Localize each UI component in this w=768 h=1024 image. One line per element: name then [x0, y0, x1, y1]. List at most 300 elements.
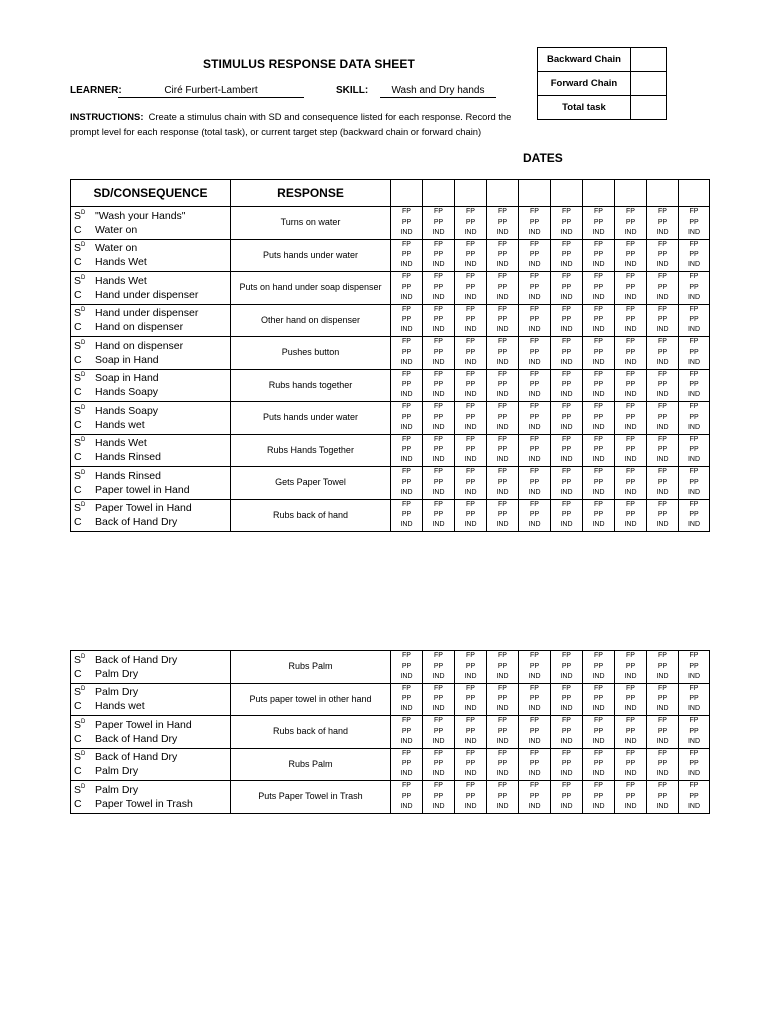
- prompt-level-cell[interactable]: [647, 683, 679, 716]
- prompt-level-option[interactable]: IND: [528, 737, 541, 745]
- prompt-level-option[interactable]: FP: [594, 273, 603, 281]
- prompt-level-option[interactable]: IND: [656, 705, 669, 713]
- prompt-level-cell[interactable]: [583, 434, 615, 467]
- prompt-level-option[interactable]: PP: [497, 251, 508, 259]
- prompt-level-option[interactable]: PP: [561, 511, 572, 519]
- prompt-level-option[interactable]: PP: [561, 348, 572, 356]
- prompt-level-option[interactable]: PP: [497, 283, 508, 291]
- prompt-level-option[interactable]: FP: [626, 717, 635, 725]
- prompt-level-option[interactable]: PP: [593, 348, 604, 356]
- prompt-level-option[interactable]: FP: [658, 468, 667, 476]
- prompt-level-option[interactable]: PP: [593, 251, 604, 259]
- prompt-level-cell[interactable]: [519, 239, 551, 272]
- prompt-level-option[interactable]: FP: [626, 684, 635, 692]
- prompt-level-option[interactable]: PP: [465, 316, 476, 324]
- prompt-level-option[interactable]: FP: [530, 717, 539, 725]
- prompt-level-cell[interactable]: [647, 272, 679, 305]
- prompt-level-option[interactable]: PP: [657, 792, 668, 800]
- prompt-level-option[interactable]: FP: [562, 468, 571, 476]
- prompt-level-option[interactable]: IND: [560, 488, 573, 496]
- prompt-level-cell[interactable]: [583, 467, 615, 500]
- prompt-level-option[interactable]: IND: [560, 705, 573, 713]
- prompt-level-cell[interactable]: [615, 716, 647, 749]
- prompt-level-option[interactable]: IND: [496, 456, 509, 464]
- prompt-level-option[interactable]: PP: [689, 760, 699, 768]
- prompt-level-cell[interactable]: [551, 369, 583, 402]
- date-cell[interactable]: [647, 180, 679, 207]
- prompt-level-option[interactable]: PP: [689, 446, 699, 454]
- prompt-level-option[interactable]: FP: [626, 749, 635, 757]
- prompt-level-option[interactable]: FP: [434, 240, 443, 248]
- prompt-level-option[interactable]: PP: [497, 413, 508, 421]
- prompt-level-option[interactable]: PP: [465, 478, 476, 486]
- prompt-level-option[interactable]: IND: [464, 391, 477, 399]
- prompt-level-cell[interactable]: [455, 434, 487, 467]
- prompt-level-option[interactable]: PP: [433, 413, 444, 421]
- prompt-level-option[interactable]: IND: [496, 228, 509, 236]
- prompt-level-option[interactable]: IND: [400, 391, 413, 399]
- prompt-level-option[interactable]: PP: [593, 446, 604, 454]
- prompt-level-option[interactable]: IND: [464, 326, 477, 334]
- prompt-level-cell[interactable]: [391, 272, 423, 305]
- prompt-level-option[interactable]: IND: [624, 802, 637, 810]
- prompt-level-option[interactable]: FP: [594, 500, 603, 508]
- prompt-level-option[interactable]: IND: [592, 358, 605, 366]
- prompt-level-option[interactable]: IND: [687, 705, 701, 713]
- prompt-level-option[interactable]: PP: [529, 413, 540, 421]
- prompt-level-cell[interactable]: [679, 716, 710, 749]
- prompt-level-option[interactable]: FP: [402, 468, 411, 476]
- prompt-level-option[interactable]: FP: [658, 652, 667, 660]
- prompt-level-option[interactable]: FP: [402, 273, 411, 281]
- prompt-level-option[interactable]: IND: [400, 737, 413, 745]
- prompt-level-option[interactable]: IND: [624, 293, 637, 301]
- prompt-level-option[interactable]: PP: [625, 662, 636, 670]
- prompt-level-option[interactable]: FP: [689, 240, 699, 248]
- prompt-level-option[interactable]: PP: [593, 760, 604, 768]
- prompt-level-option[interactable]: PP: [433, 381, 444, 389]
- prompt-level-option[interactable]: FP: [594, 468, 603, 476]
- prompt-level-option[interactable]: IND: [528, 293, 541, 301]
- prompt-level-option[interactable]: IND: [432, 261, 445, 269]
- prompt-level-option[interactable]: FP: [498, 500, 507, 508]
- prompt-level-option[interactable]: PP: [625, 348, 636, 356]
- prompt-level-option[interactable]: PP: [625, 446, 636, 454]
- prompt-level-cell[interactable]: [519, 499, 551, 532]
- prompt-level-option[interactable]: FP: [402, 403, 411, 411]
- prompt-level-option[interactable]: PP: [561, 218, 572, 226]
- prompt-level-cell[interactable]: [519, 369, 551, 402]
- prompt-level-cell[interactable]: [647, 207, 679, 240]
- prompt-level-option[interactable]: FP: [594, 338, 603, 346]
- prompt-level-option[interactable]: FP: [626, 208, 635, 216]
- prompt-level-cell[interactable]: [647, 716, 679, 749]
- prompt-level-option[interactable]: FP: [434, 782, 443, 790]
- prompt-level-option[interactable]: IND: [687, 423, 701, 431]
- prompt-level-option[interactable]: FP: [626, 240, 635, 248]
- prompt-level-cell[interactable]: [391, 683, 423, 716]
- prompt-level-option[interactable]: PP: [529, 478, 540, 486]
- prompt-level-option[interactable]: FP: [530, 652, 539, 660]
- prompt-level-cell[interactable]: [647, 467, 679, 500]
- prompt-level-cell[interactable]: [583, 683, 615, 716]
- prompt-level-option[interactable]: IND: [624, 326, 637, 334]
- prompt-level-option[interactable]: FP: [626, 305, 635, 313]
- prompt-level-cell[interactable]: [487, 748, 519, 781]
- prompt-level-option[interactable]: FP: [658, 749, 667, 757]
- prompt-level-option[interactable]: FP: [689, 782, 699, 790]
- prompt-level-option[interactable]: FP: [594, 370, 603, 378]
- prompt-level-option[interactable]: PP: [401, 348, 412, 356]
- prompt-level-option[interactable]: IND: [528, 456, 541, 464]
- prompt-level-option[interactable]: IND: [656, 326, 669, 334]
- prompt-level-option[interactable]: FP: [562, 500, 571, 508]
- prompt-level-option[interactable]: PP: [657, 727, 668, 735]
- prompt-level-option[interactable]: PP: [433, 792, 444, 800]
- prompt-level-option[interactable]: FP: [594, 240, 603, 248]
- prompt-level-option[interactable]: PP: [689, 695, 699, 703]
- prompt-level-cell[interactable]: [679, 239, 710, 272]
- prompt-level-cell[interactable]: [519, 781, 551, 814]
- prompt-level-option[interactable]: PP: [433, 695, 444, 703]
- prompt-level-cell[interactable]: [615, 499, 647, 532]
- prompt-level-option[interactable]: PP: [657, 413, 668, 421]
- prompt-level-option[interactable]: FP: [594, 717, 603, 725]
- prompt-level-cell[interactable]: [647, 304, 679, 337]
- prompt-level-option[interactable]: IND: [592, 456, 605, 464]
- prompt-level-option[interactable]: IND: [464, 358, 477, 366]
- prompt-level-option[interactable]: FP: [530, 435, 539, 443]
- prompt-level-option[interactable]: FP: [530, 749, 539, 757]
- prompt-level-option[interactable]: IND: [560, 261, 573, 269]
- prompt-level-option[interactable]: IND: [592, 423, 605, 431]
- prompt-level-option[interactable]: IND: [592, 521, 605, 529]
- prompt-level-cell[interactable]: [391, 304, 423, 337]
- prompt-level-option[interactable]: FP: [466, 717, 475, 725]
- prompt-level-cell[interactable]: [647, 651, 679, 684]
- prompt-level-option[interactable]: PP: [689, 381, 699, 389]
- prompt-level-option[interactable]: IND: [656, 672, 669, 680]
- prompt-level-cell[interactable]: [583, 239, 615, 272]
- prompt-level-option[interactable]: IND: [624, 456, 637, 464]
- prompt-level-cell[interactable]: [583, 499, 615, 532]
- prompt-level-cell[interactable]: [423, 369, 455, 402]
- prompt-level-option[interactable]: IND: [656, 423, 669, 431]
- prompt-level-option[interactable]: IND: [592, 293, 605, 301]
- prompt-level-option[interactable]: PP: [593, 413, 604, 421]
- prompt-level-option[interactable]: FP: [594, 684, 603, 692]
- prompt-level-cell[interactable]: [423, 716, 455, 749]
- prompt-level-option[interactable]: IND: [560, 391, 573, 399]
- prompt-level-cell[interactable]: [583, 369, 615, 402]
- prompt-level-cell[interactable]: [519, 434, 551, 467]
- prompt-level-option[interactable]: FP: [562, 717, 571, 725]
- prompt-level-cell[interactable]: [647, 239, 679, 272]
- prompt-level-option[interactable]: PP: [465, 760, 476, 768]
- prompt-level-cell[interactable]: [679, 207, 710, 240]
- prompt-level-option[interactable]: FP: [434, 684, 443, 692]
- prompt-level-option[interactable]: FP: [689, 403, 699, 411]
- prompt-level-option[interactable]: IND: [464, 705, 477, 713]
- prompt-level-option[interactable]: IND: [656, 521, 669, 529]
- prompt-level-option[interactable]: FP: [434, 468, 443, 476]
- prompt-level-option[interactable]: IND: [464, 228, 477, 236]
- prompt-level-option[interactable]: IND: [592, 391, 605, 399]
- prompt-level-option[interactable]: FP: [626, 338, 635, 346]
- prompt-level-option[interactable]: FP: [466, 338, 475, 346]
- prompt-level-option[interactable]: FP: [498, 684, 507, 692]
- prompt-level-option[interactable]: IND: [592, 326, 605, 334]
- prompt-level-option[interactable]: IND: [687, 521, 701, 529]
- prompt-level-option[interactable]: IND: [528, 391, 541, 399]
- prompt-level-cell[interactable]: [391, 402, 423, 435]
- prompt-level-option[interactable]: PP: [497, 348, 508, 356]
- prompt-level-option[interactable]: FP: [689, 338, 699, 346]
- prompt-level-cell[interactable]: [679, 402, 710, 435]
- prompt-level-option[interactable]: FP: [658, 240, 667, 248]
- prompt-level-option[interactable]: PP: [497, 478, 508, 486]
- prompt-level-option[interactable]: PP: [401, 695, 412, 703]
- prompt-level-option[interactable]: IND: [400, 705, 413, 713]
- prompt-level-option[interactable]: FP: [434, 370, 443, 378]
- prompt-level-cell[interactable]: [455, 369, 487, 402]
- prompt-level-cell[interactable]: [615, 748, 647, 781]
- prompt-level-option[interactable]: PP: [593, 478, 604, 486]
- prompt-level-option[interactable]: IND: [400, 488, 413, 496]
- prompt-level-option[interactable]: IND: [496, 391, 509, 399]
- prompt-level-cell[interactable]: [455, 207, 487, 240]
- prompt-level-option[interactable]: PP: [625, 695, 636, 703]
- prompt-level-option[interactable]: FP: [626, 403, 635, 411]
- prompt-level-cell[interactable]: [391, 207, 423, 240]
- prompt-level-cell[interactable]: [423, 434, 455, 467]
- prompt-level-cell[interactable]: [391, 781, 423, 814]
- prompt-level-cell[interactable]: [551, 207, 583, 240]
- prompt-level-option[interactable]: FP: [594, 652, 603, 660]
- prompt-level-option[interactable]: FP: [562, 370, 571, 378]
- prompt-level-option[interactable]: PP: [657, 348, 668, 356]
- prompt-level-option[interactable]: PP: [657, 695, 668, 703]
- prompt-level-option[interactable]: PP: [401, 251, 412, 259]
- prompt-level-cell[interactable]: [679, 467, 710, 500]
- prompt-level-option[interactable]: IND: [432, 228, 445, 236]
- prompt-level-option[interactable]: IND: [560, 737, 573, 745]
- prompt-level-cell[interactable]: [487, 337, 519, 370]
- prompt-level-option[interactable]: PP: [497, 381, 508, 389]
- prompt-level-option[interactable]: PP: [625, 283, 636, 291]
- prompt-level-option[interactable]: IND: [687, 672, 701, 680]
- prompt-level-option[interactable]: FP: [498, 240, 507, 248]
- prompt-level-cell[interactable]: [551, 402, 583, 435]
- prompt-level-option[interactable]: IND: [528, 326, 541, 334]
- prompt-level-option[interactable]: PP: [561, 662, 572, 670]
- prompt-level-cell[interactable]: [583, 748, 615, 781]
- prompt-level-option[interactable]: FP: [466, 273, 475, 281]
- date-cell[interactable]: [519, 180, 551, 207]
- prompt-level-option[interactable]: IND: [496, 293, 509, 301]
- prompt-level-option[interactable]: PP: [689, 348, 699, 356]
- prompt-level-option[interactable]: PP: [625, 792, 636, 800]
- prompt-level-option[interactable]: IND: [687, 456, 701, 464]
- prompt-level-option[interactable]: FP: [562, 403, 571, 411]
- prompt-level-option[interactable]: PP: [561, 283, 572, 291]
- prompt-level-option[interactable]: PP: [465, 511, 476, 519]
- prompt-level-option[interactable]: FP: [498, 652, 507, 660]
- prompt-level-cell[interactable]: [519, 467, 551, 500]
- prompt-level-option[interactable]: FP: [434, 208, 443, 216]
- prompt-level-cell[interactable]: [615, 272, 647, 305]
- prompt-level-option[interactable]: IND: [560, 358, 573, 366]
- prompt-level-option[interactable]: IND: [432, 488, 445, 496]
- prompt-level-option[interactable]: PP: [529, 446, 540, 454]
- prompt-level-option[interactable]: PP: [433, 251, 444, 259]
- prompt-level-cell[interactable]: [551, 781, 583, 814]
- prompt-level-option[interactable]: IND: [687, 358, 701, 366]
- prompt-level-option[interactable]: PP: [497, 316, 508, 324]
- prompt-level-option[interactable]: PP: [465, 727, 476, 735]
- prompt-level-option[interactable]: PP: [561, 316, 572, 324]
- prompt-level-option[interactable]: FP: [466, 468, 475, 476]
- prompt-level-cell[interactable]: [551, 239, 583, 272]
- prompt-level-option[interactable]: FP: [658, 782, 667, 790]
- prompt-level-option[interactable]: PP: [529, 251, 540, 259]
- prompt-level-cell[interactable]: [487, 499, 519, 532]
- prompt-level-option[interactable]: IND: [400, 521, 413, 529]
- prompt-level-cell[interactable]: [583, 781, 615, 814]
- prompt-level-option[interactable]: PP: [401, 283, 412, 291]
- prompt-level-option[interactable]: FP: [530, 305, 539, 313]
- prompt-level-cell[interactable]: [615, 239, 647, 272]
- prompt-level-option[interactable]: PP: [561, 727, 572, 735]
- prompt-level-option[interactable]: FP: [466, 749, 475, 757]
- prompt-level-option[interactable]: IND: [464, 521, 477, 529]
- prompt-level-option[interactable]: FP: [626, 500, 635, 508]
- prompt-level-option[interactable]: PP: [497, 511, 508, 519]
- prompt-level-option[interactable]: IND: [400, 228, 413, 236]
- date-cell[interactable]: [455, 180, 487, 207]
- prompt-level-cell[interactable]: [647, 369, 679, 402]
- date-cell[interactable]: [423, 180, 455, 207]
- prompt-level-option[interactable]: PP: [625, 727, 636, 735]
- prompt-level-cell[interactable]: [519, 402, 551, 435]
- prompt-level-option[interactable]: IND: [432, 423, 445, 431]
- prompt-level-option[interactable]: FP: [402, 208, 411, 216]
- prompt-level-option[interactable]: PP: [433, 446, 444, 454]
- prompt-level-option[interactable]: IND: [432, 391, 445, 399]
- prompt-level-option[interactable]: FP: [466, 782, 475, 790]
- prompt-level-option[interactable]: IND: [624, 423, 637, 431]
- prompt-level-option[interactable]: PP: [433, 316, 444, 324]
- prompt-level-option[interactable]: FP: [562, 208, 571, 216]
- prompt-level-option[interactable]: PP: [465, 446, 476, 454]
- prompt-level-option[interactable]: PP: [497, 792, 508, 800]
- prompt-level-option[interactable]: IND: [496, 705, 509, 713]
- prompt-level-option[interactable]: FP: [626, 652, 635, 660]
- prompt-level-cell[interactable]: [519, 304, 551, 337]
- prompt-level-option[interactable]: IND: [592, 770, 605, 778]
- prompt-level-option[interactable]: IND: [592, 672, 605, 680]
- prompt-level-option[interactable]: IND: [528, 488, 541, 496]
- prompt-level-cell[interactable]: [679, 683, 710, 716]
- prompt-level-option[interactable]: PP: [561, 695, 572, 703]
- prompt-level-option[interactable]: IND: [528, 228, 541, 236]
- prompt-level-cell[interactable]: [551, 651, 583, 684]
- prompt-level-option[interactable]: FP: [530, 684, 539, 692]
- prompt-level-option[interactable]: PP: [465, 381, 476, 389]
- prompt-level-option[interactable]: FP: [689, 208, 699, 216]
- prompt-level-cell[interactable]: [487, 402, 519, 435]
- prompt-level-option[interactable]: PP: [593, 316, 604, 324]
- prompt-level-option[interactable]: PP: [529, 760, 540, 768]
- prompt-level-option[interactable]: FP: [402, 652, 411, 660]
- prompt-level-option[interactable]: PP: [657, 316, 668, 324]
- prompt-level-option[interactable]: IND: [432, 521, 445, 529]
- prompt-level-option[interactable]: FP: [689, 717, 699, 725]
- date-cell[interactable]: [679, 180, 710, 207]
- prompt-level-option[interactable]: PP: [593, 662, 604, 670]
- prompt-level-cell[interactable]: [487, 239, 519, 272]
- prompt-level-cell[interactable]: [423, 272, 455, 305]
- prompt-level-option[interactable]: FP: [402, 435, 411, 443]
- prompt-level-option[interactable]: PP: [401, 760, 412, 768]
- prompt-level-cell[interactable]: [455, 499, 487, 532]
- prompt-level-option[interactable]: PP: [657, 511, 668, 519]
- prompt-level-option[interactable]: IND: [560, 521, 573, 529]
- prompt-level-option[interactable]: FP: [626, 468, 635, 476]
- prompt-level-option[interactable]: FP: [594, 403, 603, 411]
- prompt-level-option[interactable]: IND: [496, 423, 509, 431]
- prompt-level-cell[interactable]: [423, 337, 455, 370]
- prompt-level-cell[interactable]: [391, 748, 423, 781]
- prompt-level-option[interactable]: FP: [402, 782, 411, 790]
- prompt-level-option[interactable]: IND: [496, 770, 509, 778]
- prompt-level-option[interactable]: IND: [687, 261, 701, 269]
- prompt-level-cell[interactable]: [551, 434, 583, 467]
- prompt-level-option[interactable]: PP: [625, 251, 636, 259]
- prompt-level-option[interactable]: FP: [466, 435, 475, 443]
- prompt-level-option[interactable]: IND: [656, 391, 669, 399]
- prompt-level-option[interactable]: PP: [529, 218, 540, 226]
- prompt-level-option[interactable]: IND: [592, 737, 605, 745]
- prompt-level-option[interactable]: IND: [624, 391, 637, 399]
- prompt-level-option[interactable]: PP: [593, 511, 604, 519]
- prompt-level-cell[interactable]: [647, 748, 679, 781]
- prompt-level-option[interactable]: IND: [432, 456, 445, 464]
- prompt-level-option[interactable]: IND: [624, 358, 637, 366]
- prompt-level-cell[interactable]: [583, 716, 615, 749]
- prompt-level-option[interactable]: IND: [528, 705, 541, 713]
- prompt-level-cell[interactable]: [455, 337, 487, 370]
- prompt-level-option[interactable]: IND: [560, 293, 573, 301]
- prompt-level-option[interactable]: IND: [400, 456, 413, 464]
- prompt-level-option[interactable]: IND: [496, 521, 509, 529]
- prompt-level-cell[interactable]: [615, 651, 647, 684]
- prompt-level-cell[interactable]: [519, 272, 551, 305]
- prompt-level-option[interactable]: IND: [687, 770, 701, 778]
- prompt-level-option[interactable]: IND: [432, 705, 445, 713]
- prompt-level-option[interactable]: PP: [625, 413, 636, 421]
- prompt-level-option[interactable]: IND: [400, 672, 413, 680]
- prompt-level-option[interactable]: FP: [530, 468, 539, 476]
- prompt-level-cell[interactable]: [487, 434, 519, 467]
- date-cell[interactable]: [551, 180, 583, 207]
- prompt-level-cell[interactable]: [551, 304, 583, 337]
- prompt-level-cell[interactable]: [487, 207, 519, 240]
- prompt-level-option[interactable]: FP: [434, 749, 443, 757]
- prompt-level-cell[interactable]: [423, 239, 455, 272]
- prompt-level-option[interactable]: PP: [433, 662, 444, 670]
- prompt-level-option[interactable]: FP: [498, 338, 507, 346]
